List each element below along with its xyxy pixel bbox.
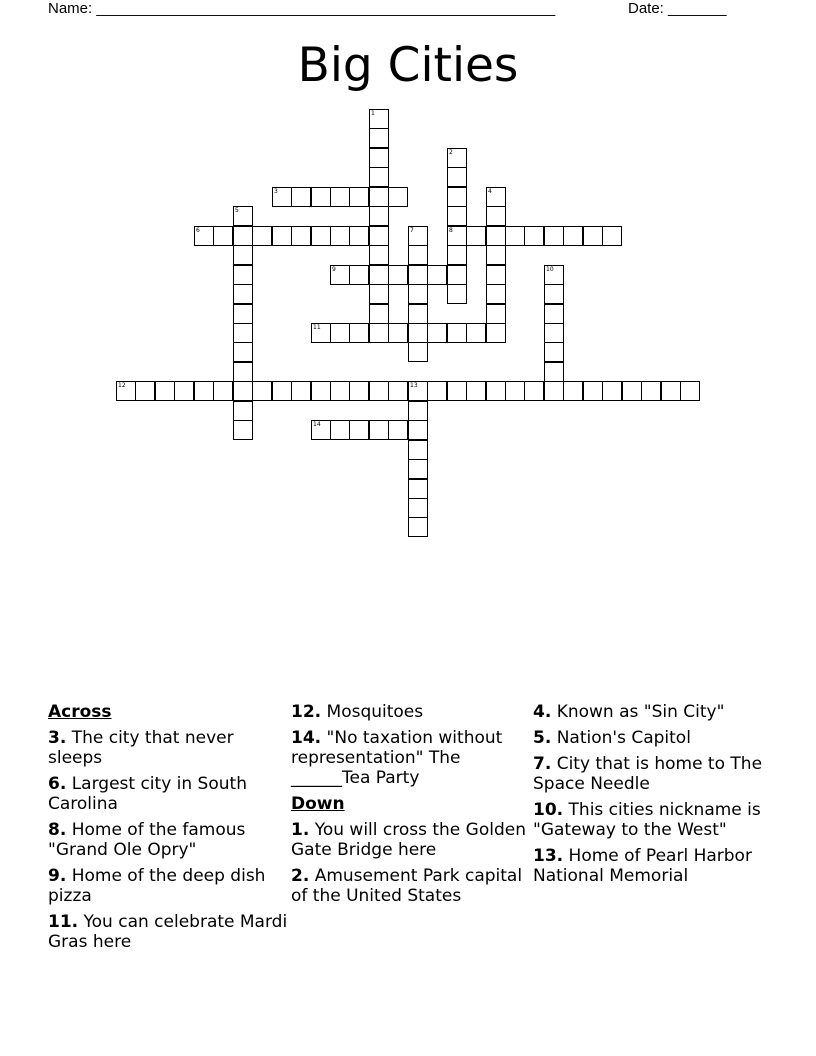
grid-cell[interactable] [291,187,311,207]
grid-cell[interactable] [194,226,214,246]
grid-cell[interactable] [563,226,583,246]
grid-cell[interactable] [388,420,408,440]
grid-cell[interactable] [388,187,408,207]
grid-cell[interactable] [505,226,525,246]
grid-cell[interactable] [427,323,447,343]
grid-cell[interactable] [369,206,389,226]
clue-down-7: 7. City that is home to The Space Needle [533,754,763,794]
grid-cell[interactable] [447,187,467,207]
grid-cell[interactable] [233,420,253,440]
grid-cell[interactable] [388,381,408,401]
grid-cell-number: 9 [332,266,336,273]
grid-cell[interactable] [602,226,622,246]
grid-cell[interactable] [544,284,564,304]
clue-column-3 [533,702,773,892]
grid-cell[interactable] [349,226,369,246]
grid-cell[interactable] [349,265,369,285]
grid-cell[interactable] [272,226,292,246]
clue-across-14: 14. "No taxation without representation" The ______Tea Party [291,728,503,788]
grid-cell[interactable] [311,226,331,246]
grid-cell-number: 10 [546,266,554,273]
grid-cell[interactable] [311,381,331,401]
grid-cell[interactable] [369,245,389,265]
grid-cell[interactable] [408,381,428,401]
grid-cell[interactable] [369,265,389,285]
clue-down-13: 13. Home of Pearl Harbor National Memorial [533,846,752,886]
grid-cell[interactable] [252,381,272,401]
grid-cell-number: 3 [274,188,278,195]
grid-cell[interactable] [349,381,369,401]
clue-across-3: 3. The city that never sleeps [48,728,234,768]
grid-cell[interactable] [233,206,253,226]
grid-cell[interactable] [388,265,408,285]
down-heading: Down [291,794,345,814]
grid-cell-number: 11 [313,324,321,331]
grid-cell[interactable] [213,381,233,401]
date-field-label: Date: _______ [628,0,727,17]
grid-cell[interactable] [330,381,350,401]
grid-cell-number: 8 [449,227,453,234]
clue-column-2 [291,702,531,912]
grid-cell[interactable] [233,265,253,285]
grid-cell[interactable] [291,381,311,401]
grid-cell[interactable] [174,381,194,401]
clue-across-9: 9. Home of the deep dish pizza [48,866,266,906]
grid-cell[interactable] [233,342,253,362]
grid-cell[interactable] [447,265,467,285]
grid-cell[interactable] [349,187,369,207]
grid-cell[interactable] [408,479,428,499]
grid-cell[interactable] [408,459,428,479]
grid-cell[interactable] [466,323,486,343]
grid-cell[interactable] [311,323,331,343]
grid-cell[interactable] [369,187,389,207]
clue-across-12: 12. Mosquitoes [291,702,424,722]
clue-across-6: 6. Largest city in South Carolina [48,774,247,814]
grid-cell[interactable] [369,420,389,440]
grid-cell[interactable] [369,226,389,246]
grid-cell[interactable] [524,226,544,246]
grid-cell[interactable] [369,128,389,148]
grid-cell[interactable] [311,187,331,207]
grid-cell[interactable] [447,284,467,304]
grid-cell[interactable] [486,323,506,343]
clue-down-2: 2. Amusement Park capital of the United States [291,866,523,906]
grid-cell[interactable] [544,381,564,401]
grid-cell[interactable] [233,401,253,421]
grid-cell[interactable] [408,245,428,265]
grid-cell-number: 5 [235,207,239,214]
grid-cell[interactable] [486,245,506,265]
grid-cell[interactable] [233,245,253,265]
grid-cell-number: 6 [196,227,200,234]
clue-down-10: 10. This cities nickname is "Gateway to the West" [533,800,761,840]
grid-cell[interactable] [486,226,506,246]
grid-cell[interactable] [330,420,350,440]
grid-cell[interactable] [661,381,681,401]
grid-cell[interactable] [311,420,331,440]
grid-cell[interactable] [272,381,292,401]
clue-column-1 [48,702,288,958]
grid-cell[interactable] [116,381,136,401]
grid-cell[interactable] [408,517,428,537]
grid-cell[interactable] [330,265,350,285]
grid-cell[interactable] [369,304,389,324]
grid-cell[interactable] [408,323,428,343]
grid-cell[interactable] [233,323,253,343]
grid-cell[interactable] [583,226,603,246]
grid-cell[interactable] [486,381,506,401]
grid-cell[interactable] [486,187,506,207]
grid-cell[interactable] [447,323,467,343]
grid-cell[interactable] [544,226,564,246]
grid-cell[interactable] [330,187,350,207]
grid-cell[interactable] [349,420,369,440]
grid-cell[interactable] [583,381,603,401]
grid-cell[interactable] [447,148,467,168]
grid-cell[interactable] [252,226,272,246]
grid-cell[interactable] [388,323,408,343]
grid-cell[interactable] [369,109,389,129]
clue-across-8: 8. Home of the famous "Grand Ole Opry" [48,820,246,860]
grid-cell[interactable] [233,304,253,324]
grid-cell[interactable] [408,342,428,362]
clue-down-4: 4. Known as "Sin City" [533,702,725,722]
grid-cell[interactable] [330,226,350,246]
grid-cell[interactable] [408,226,428,246]
grid-cell-number: 4 [488,188,492,195]
grid-cell[interactable] [330,323,350,343]
grid-cell[interactable] [349,323,369,343]
grid-cell[interactable] [408,498,428,518]
grid-cell[interactable] [233,381,253,401]
grid-cell[interactable] [544,265,564,285]
page-title: Big Cities [297,38,519,93]
grid-cell[interactable] [233,284,253,304]
grid-cell[interactable] [408,420,428,440]
grid-cell[interactable] [524,381,544,401]
grid-cell-number: 1 [371,110,375,117]
grid-cell[interactable] [447,245,467,265]
grid-cell[interactable] [447,226,467,246]
grid-cell[interactable] [486,284,506,304]
grid-cell[interactable] [369,167,389,187]
grid-cell[interactable] [155,381,175,401]
grid-cell[interactable] [641,381,661,401]
grid-cell[interactable] [602,381,622,401]
grid-cell[interactable] [291,226,311,246]
grid-cell[interactable] [544,342,564,362]
grid-cell[interactable] [544,323,564,343]
grid-cell[interactable] [369,148,389,168]
name-field-label: Name: _______________________________________________________ [48,0,556,17]
grid-cell[interactable] [408,265,428,285]
grid-cell[interactable] [408,284,428,304]
grid-cell[interactable] [447,167,467,187]
grid-cell[interactable] [447,381,467,401]
grid-cell[interactable] [505,381,525,401]
grid-cell-number: 13 [410,382,418,389]
grid-cell[interactable] [408,304,428,324]
grid-cell-number: 2 [449,149,453,156]
grid-cell-number: 12 [118,382,126,389]
grid-cell[interactable] [466,226,486,246]
clue-down-5: 5. Nation's Capitol [533,728,691,748]
grid-cell[interactable] [135,381,155,401]
grid-cell[interactable] [408,401,428,421]
grid-cell[interactable] [233,362,253,382]
grid-cell[interactable] [486,304,506,324]
grid-cell[interactable] [427,381,447,401]
grid-cell-number: 7 [410,227,414,234]
grid-cell[interactable] [486,265,506,285]
clue-down-1: 1. You will cross the Golden Gate Bridge here [291,820,526,860]
grid-cell[interactable] [486,206,506,226]
grid-cell[interactable] [680,381,700,401]
grid-cell[interactable] [369,381,389,401]
clue-across-11: 11. You can celebrate Mardi Gras here [48,912,288,952]
across-heading: Across [48,702,112,722]
grid-cell[interactable] [194,381,214,401]
grid-cell[interactable] [544,362,564,382]
grid-cell[interactable] [563,381,583,401]
grid-cell-number: 14 [313,421,321,428]
grid-cell[interactable] [447,206,467,226]
grid-cell[interactable] [427,265,447,285]
grid-cell[interactable] [369,284,389,304]
grid-cell[interactable] [466,381,486,401]
grid-cell[interactable] [369,323,389,343]
grid-cell[interactable] [233,226,253,246]
grid-cell[interactable] [622,381,642,401]
grid-cell[interactable] [544,304,564,324]
grid-cell[interactable] [272,187,292,207]
grid-cell[interactable] [213,226,233,246]
grid-cell[interactable] [408,440,428,460]
